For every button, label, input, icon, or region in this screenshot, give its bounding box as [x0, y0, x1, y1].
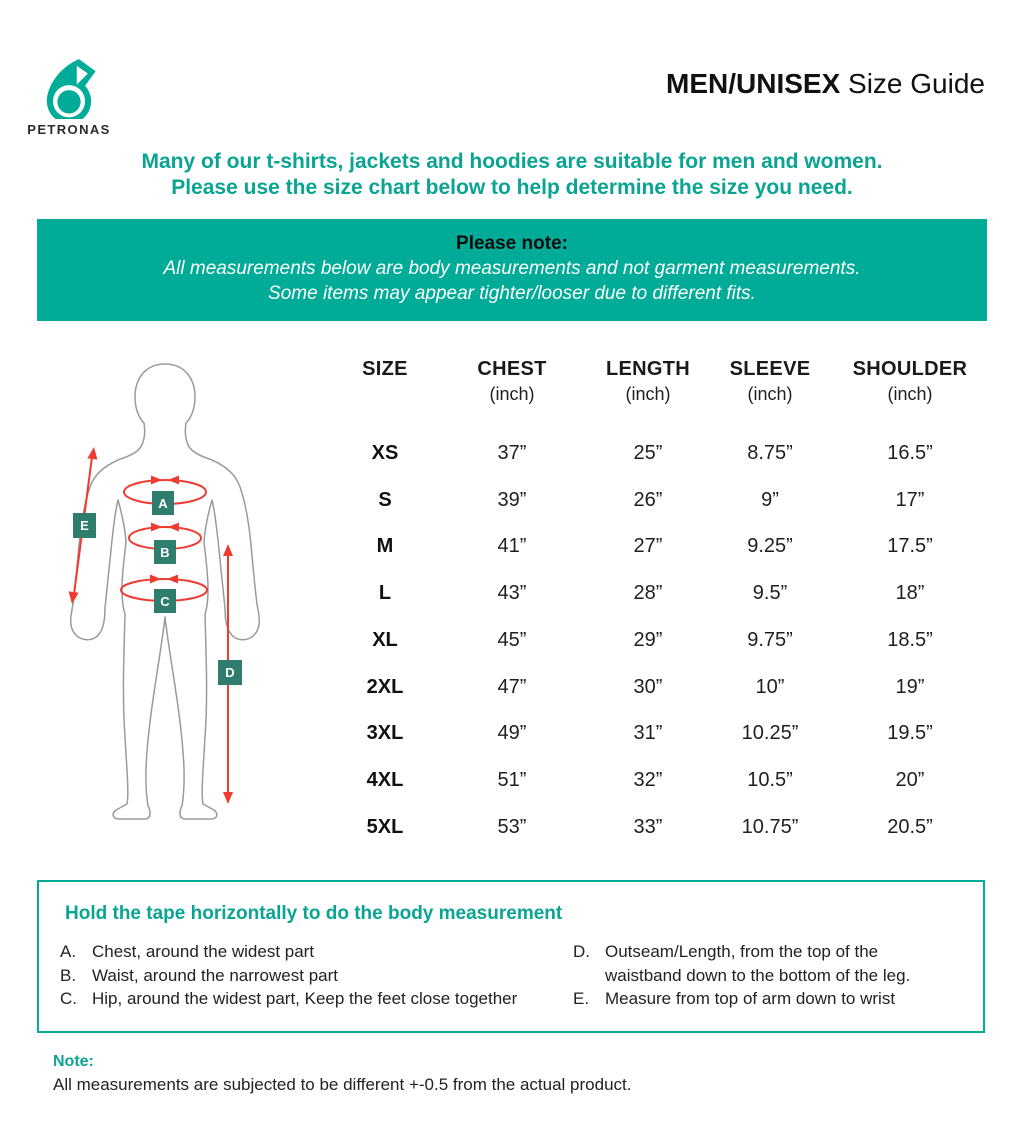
- sleeve-arrow-top: [87, 447, 97, 460]
- notice-line-2: Some items may appear tighter/looser due to different fits.: [268, 283, 756, 304]
- size-table-header: [330, 358, 992, 405]
- label-e: E: [80, 518, 89, 533]
- footnote-heading: Note:: [53, 1053, 94, 1070]
- size-table-column-header: CHEST (inch): [477, 358, 547, 404]
- footnote-text: All measurements are subjected to be different +-0.5 from the actual product.: [53, 1075, 632, 1094]
- outseam-arrow-top: [223, 544, 233, 556]
- size-table-row: 5XL 53” 33” 10.75” 20.5”: [366, 815, 933, 838]
- footnote: [53, 1051, 631, 1095]
- size-table-row: XS 37” 25” 8.75” 16.5”: [371, 441, 933, 464]
- measurement-instructions-box: [37, 880, 985, 1033]
- page-title: [666, 68, 985, 100]
- petronas-drop-icon: [41, 58, 97, 119]
- instruction-item: E. Measure from top of arm down to wrist: [573, 989, 896, 1008]
- size-table-column-header: LENGTH (inch): [605, 358, 691, 404]
- size-table: [330, 358, 992, 838]
- chest-arrow-left: [151, 476, 162, 485]
- size-table-column-header: SLEEVE (inch): [729, 358, 811, 404]
- instruction-item: B. Waist, around the narrowest part: [60, 965, 338, 985]
- page-title-bold: MEN/UNISEX: [666, 68, 841, 99]
- intro-line-2: Please use the size chart below to help determine the size you need.: [171, 176, 853, 199]
- instruction-item: A. Chest, around the widest part: [60, 942, 315, 961]
- label-c: C: [160, 594, 170, 609]
- notice-banner: [37, 219, 987, 321]
- instructions-title: Hold the tape horizontally to do the body measurement: [65, 903, 563, 924]
- size-table-column-header: SHOULDER (inch): [852, 358, 968, 404]
- waist-arrow-right: [168, 523, 179, 532]
- instruction-item: D. Outseam/Length, from the top of the waistband down to the bottom of the leg.: [573, 942, 911, 985]
- label-a: A: [158, 496, 168, 511]
- intro-line-1: Many of our t-shirts, jackets and hoodies are suitable for men and women.: [141, 150, 883, 173]
- hip-arrow-left: [150, 575, 161, 584]
- size-table-column-header: SIZE: [362, 358, 408, 380]
- page-title-regular: Size Guide: [840, 68, 985, 99]
- instructions-list-left: [60, 940, 550, 1011]
- size-table-row: S 39” 26” 9” 17”: [378, 488, 925, 511]
- instruction-item: C. Hip, around the widest part, Keep the feet close together: [60, 989, 518, 1008]
- size-table-row: M 41” 27” 9.25” 17.5”: [376, 535, 933, 558]
- notice-line-1: All measurements below are body measurements and not garment measurements.: [163, 258, 861, 279]
- label-d: D: [225, 665, 235, 680]
- intro-text: [0, 149, 1024, 201]
- petronas-wordmark: PETRONAS: [27, 122, 111, 137]
- petronas-logo: [24, 58, 114, 137]
- notice-heading: Please note:: [456, 233, 568, 254]
- size-table-row: 4XL 51” 32” 10.5” 20”: [366, 769, 925, 792]
- hip-arrow-right: [167, 575, 178, 584]
- label-b: B: [160, 545, 170, 560]
- instructions-list-right: [573, 940, 979, 1011]
- chest-arrow-right: [168, 476, 179, 485]
- outseam-arrow-bottom: [223, 792, 233, 804]
- size-table-row: 3XL 49” 31” 10.25” 19.5”: [366, 722, 933, 745]
- body-measurement-diagram: [50, 352, 290, 832]
- size-table-row: 2XL 47” 30” 10” 19”: [366, 675, 925, 698]
- size-table-rows: [330, 430, 992, 851]
- size-table-row: XL 45” 29” 9.75” 18.5”: [372, 628, 933, 651]
- size-table-row: L 43” 28” 9.5” 18”: [378, 582, 925, 605]
- waist-arrow-left: [151, 523, 162, 532]
